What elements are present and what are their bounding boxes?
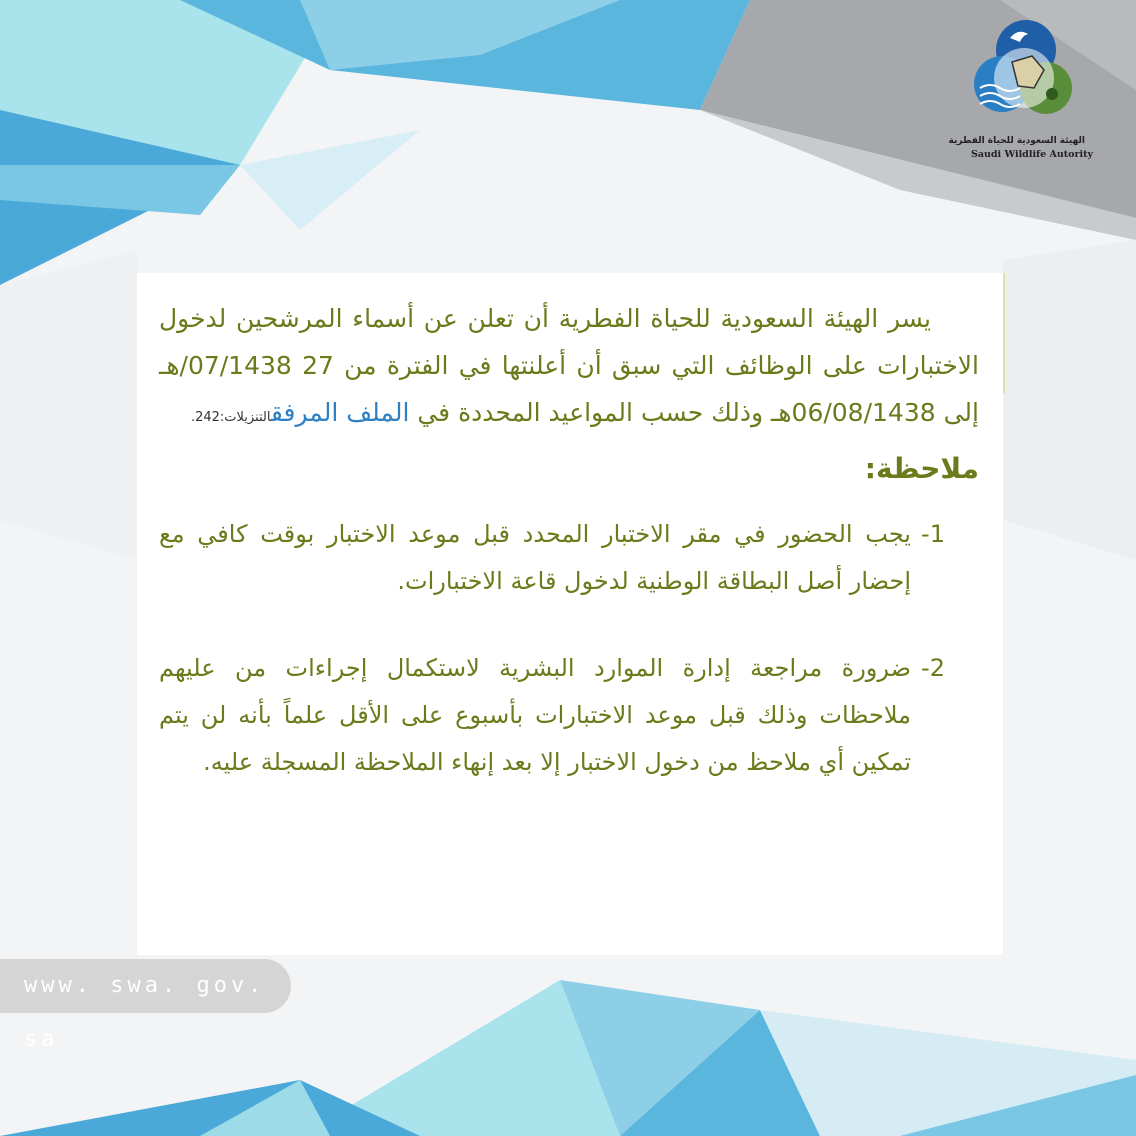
intro-text-1: يسر الهيئة السعودية للحياة الفطرية أن تعلن عن أسماء المرشحين لدخول الاختبارات على الوظائف التي سبق أن أعلنتها في الفترة من xyxy=(159,304,980,380)
note-item-number: 2- xyxy=(921,654,945,682)
date-from-suffix: /هـ إلى xyxy=(159,351,979,427)
website-url[interactable]: www. swa. gov. sa xyxy=(24,973,266,1052)
logo-english-name: Saudi Wildlife Autority xyxy=(970,149,1094,160)
intro-text-2: هـ وذلك حسب المواعيد المحددة في xyxy=(417,398,792,427)
downloads-count: التنزيلات:242. xyxy=(190,410,271,425)
announcement-intro xyxy=(159,295,979,441)
logo-arabic-name: الهيئة السعودية للحياة الفطرية xyxy=(948,136,1085,146)
swa-logo xyxy=(948,14,1112,169)
website-url-pill[interactable] xyxy=(0,959,291,1052)
date-from: 27 07/1438 xyxy=(187,351,334,380)
attached-file-link[interactable]: الملف المرفق xyxy=(270,398,410,427)
announcement-content xyxy=(159,295,979,786)
date-to: 06/08/1438 xyxy=(791,398,936,427)
card-accent-line xyxy=(1003,273,1005,393)
swa-emblem-icon xyxy=(974,18,1074,122)
note-item xyxy=(159,645,979,786)
note-item xyxy=(159,511,979,605)
note-item-text: يجب الحضور في مقر الاختبار المحدد قبل موعد الاختبار بوقت كافي مع إحضار أصل البطاقة الوطنية لدخول قاعة الاختبارات. xyxy=(159,520,911,595)
note-item-text: ضرورة مراجعة إدارة الموارد البشرية لاستكمال إجراءات من عليهم ملاحظات وذلك قبل موعد الاختبارات بأسبوع على الأقل علماً بأنه لن يتم تمكين أي ملاحظ من دخول الاختبار إلا بعد إنهاء الملاحظة المسجلة عليه. xyxy=(159,654,911,776)
announcement-card xyxy=(137,273,1003,955)
note-item-number: 1- xyxy=(921,520,945,548)
note-title: ملاحظة: xyxy=(864,452,979,485)
